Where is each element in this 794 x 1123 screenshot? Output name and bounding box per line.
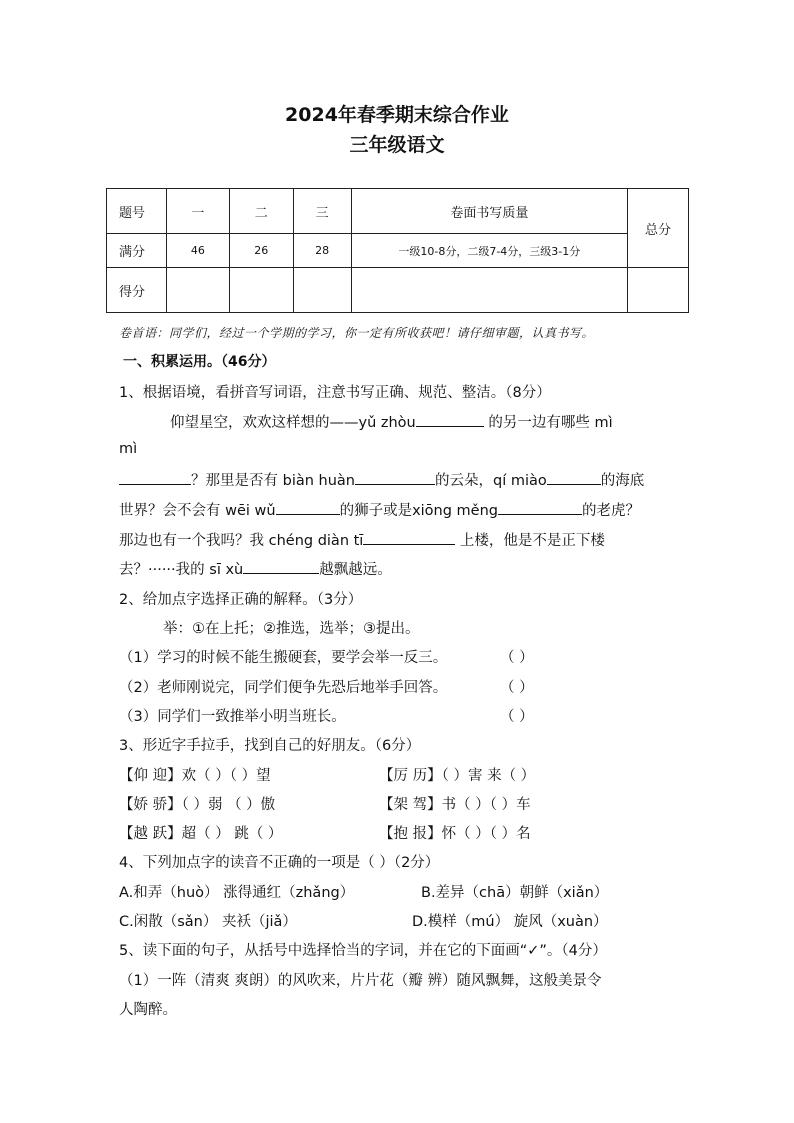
table-cell: 一级10-8分，二级7-4分，三级3-1分 — [351, 234, 627, 268]
word-pair-item: 【厉 历】（ ）害 来（ ） — [379, 768, 536, 784]
question-title: 4、下列加点字的读音不正确的一项是（ ）（2分） — [119, 855, 440, 871]
text: 的老虎？ — [582, 503, 641, 519]
answer-paren[interactable]: （ ） — [500, 680, 534, 696]
table-cell: 三 — [293, 189, 351, 234]
word-pair-item: 【娇 骄】（ ）弱 （ ）傲 — [119, 797, 276, 813]
question-line: mì — [119, 441, 138, 457]
word-pair-item: 【架 驾】书（ ）（ ）车 — [379, 797, 531, 813]
score-input-cell[interactable] — [166, 268, 229, 313]
table-cell: 46 — [166, 234, 229, 268]
answer-blank[interactable] — [355, 470, 435, 485]
text: 仰望星空，欢欢这样想的——yǔ zhòu — [170, 415, 416, 431]
table-row — [107, 268, 689, 313]
exam-title: 2024年春季期末综合作业 — [285, 104, 509, 126]
word-pair-item: 【抱 报】怀（ ）（ ）名 — [379, 826, 531, 842]
answer-blank[interactable] — [243, 559, 319, 574]
text: 越飘越远。 — [319, 562, 392, 578]
question-item: （1）一阵（清爽 爽朗）的风吹来，片片花（瓣 辨）随风飘舞，这般美景令 — [119, 973, 602, 989]
text: ？那里是否有 biàn huàn — [191, 473, 355, 489]
section-heading: 一、积累运用。（46分） — [123, 354, 276, 370]
option-b[interactable]: B.差异（chā）朝鲜（xiǎn） — [421, 885, 609, 901]
question-title: 5、读下面的句子，从括号中选择恰当的字词，并在它的下面画“✓”。（4分） — [119, 943, 607, 959]
table-cell: 26 — [229, 234, 293, 268]
definition-line: 举：①在上托；②推选，选举；③提出。 — [163, 621, 420, 637]
score-input-cell[interactable] — [229, 268, 293, 313]
exam-subtitle: 三年级语文 — [349, 134, 445, 156]
question-line — [119, 529, 605, 550]
option-a[interactable]: A.和弄（huò） 涨得通红（zhǎng） — [119, 885, 355, 901]
table-cell: 得分 — [107, 268, 167, 313]
table-row — [107, 189, 689, 234]
table-cell: 卷面书写质量 — [351, 189, 627, 234]
table-cell: 题号 — [107, 189, 167, 234]
option-c[interactable]: C.闲散（sǎn） 夹袄（jiǎ） — [119, 914, 297, 930]
question-line — [119, 558, 392, 579]
answer-paren[interactable]: （ ） — [500, 709, 534, 725]
table-cell: 总分 — [628, 189, 689, 268]
answer-blank[interactable] — [416, 412, 484, 427]
text: 去？······我的 sī xù — [119, 562, 244, 578]
table-cell: 满分 — [107, 234, 167, 268]
question-item: （3）同学们一致推举小明当班长。 — [119, 709, 346, 725]
text: 的狮子或是xiōng měng — [339, 503, 499, 519]
question-item: （1）学习的时候不能生搬硬套，要学会举一反三。 — [119, 650, 448, 666]
question-title: 1、根据语境，看拼音写词语，注意书写正确、规范、整洁。（8分） — [119, 385, 551, 401]
question-title: 3、形近字手拉手，找到自己的好朋友。（6分） — [119, 738, 421, 754]
question-item: （2）老师刚说完，同学们便争先恐后地举手回答。 — [119, 680, 448, 696]
answer-blank[interactable] — [498, 500, 582, 515]
text: 上楼，他是不是正下楼 — [455, 533, 605, 549]
word-pair-item: 【仰 迎】欢（ ）（ ）望 — [119, 768, 271, 784]
option-d[interactable]: D.模样（mú） 旋风（xuàn） — [412, 914, 608, 930]
question-line — [119, 469, 644, 490]
text: 的云朵，qí miào — [434, 473, 547, 489]
score-input-cell[interactable] — [293, 268, 351, 313]
word-pair-item: 【越 跃】超（ ） 跳（ ） — [119, 826, 283, 842]
answer-blank[interactable] — [119, 470, 191, 485]
score-input-cell[interactable] — [351, 268, 627, 313]
text: 的海底 — [600, 473, 645, 489]
question-item: 人陶醉。 — [119, 1002, 177, 1018]
text: 的另一边有哪些 mì — [483, 415, 613, 431]
table-cell: 一 — [166, 189, 229, 234]
answer-blank[interactable] — [547, 470, 601, 485]
text: 世界？会不会有 wēi wǔ — [119, 503, 276, 519]
table-cell: 二 — [229, 189, 293, 234]
question-line — [170, 411, 613, 432]
answer-blank[interactable] — [276, 500, 340, 515]
question-title: 2、给加点字选择正确的解释。（3分） — [119, 592, 363, 608]
text: 那边也有一个我吗？我 chéng diàn tī — [119, 533, 364, 549]
answer-paren[interactable]: （ ） — [500, 650, 534, 666]
intro-note: 卷首语：同学们，经过一个学期的学习，你一定有所收获吧！请仔细审题，认真书写。 — [119, 326, 595, 340]
question-line — [119, 499, 640, 520]
answer-blank[interactable] — [363, 530, 455, 545]
score-input-cell[interactable] — [628, 268, 689, 313]
table-cell: 28 — [293, 234, 351, 268]
table-row — [107, 234, 689, 268]
score-table — [106, 188, 689, 313]
